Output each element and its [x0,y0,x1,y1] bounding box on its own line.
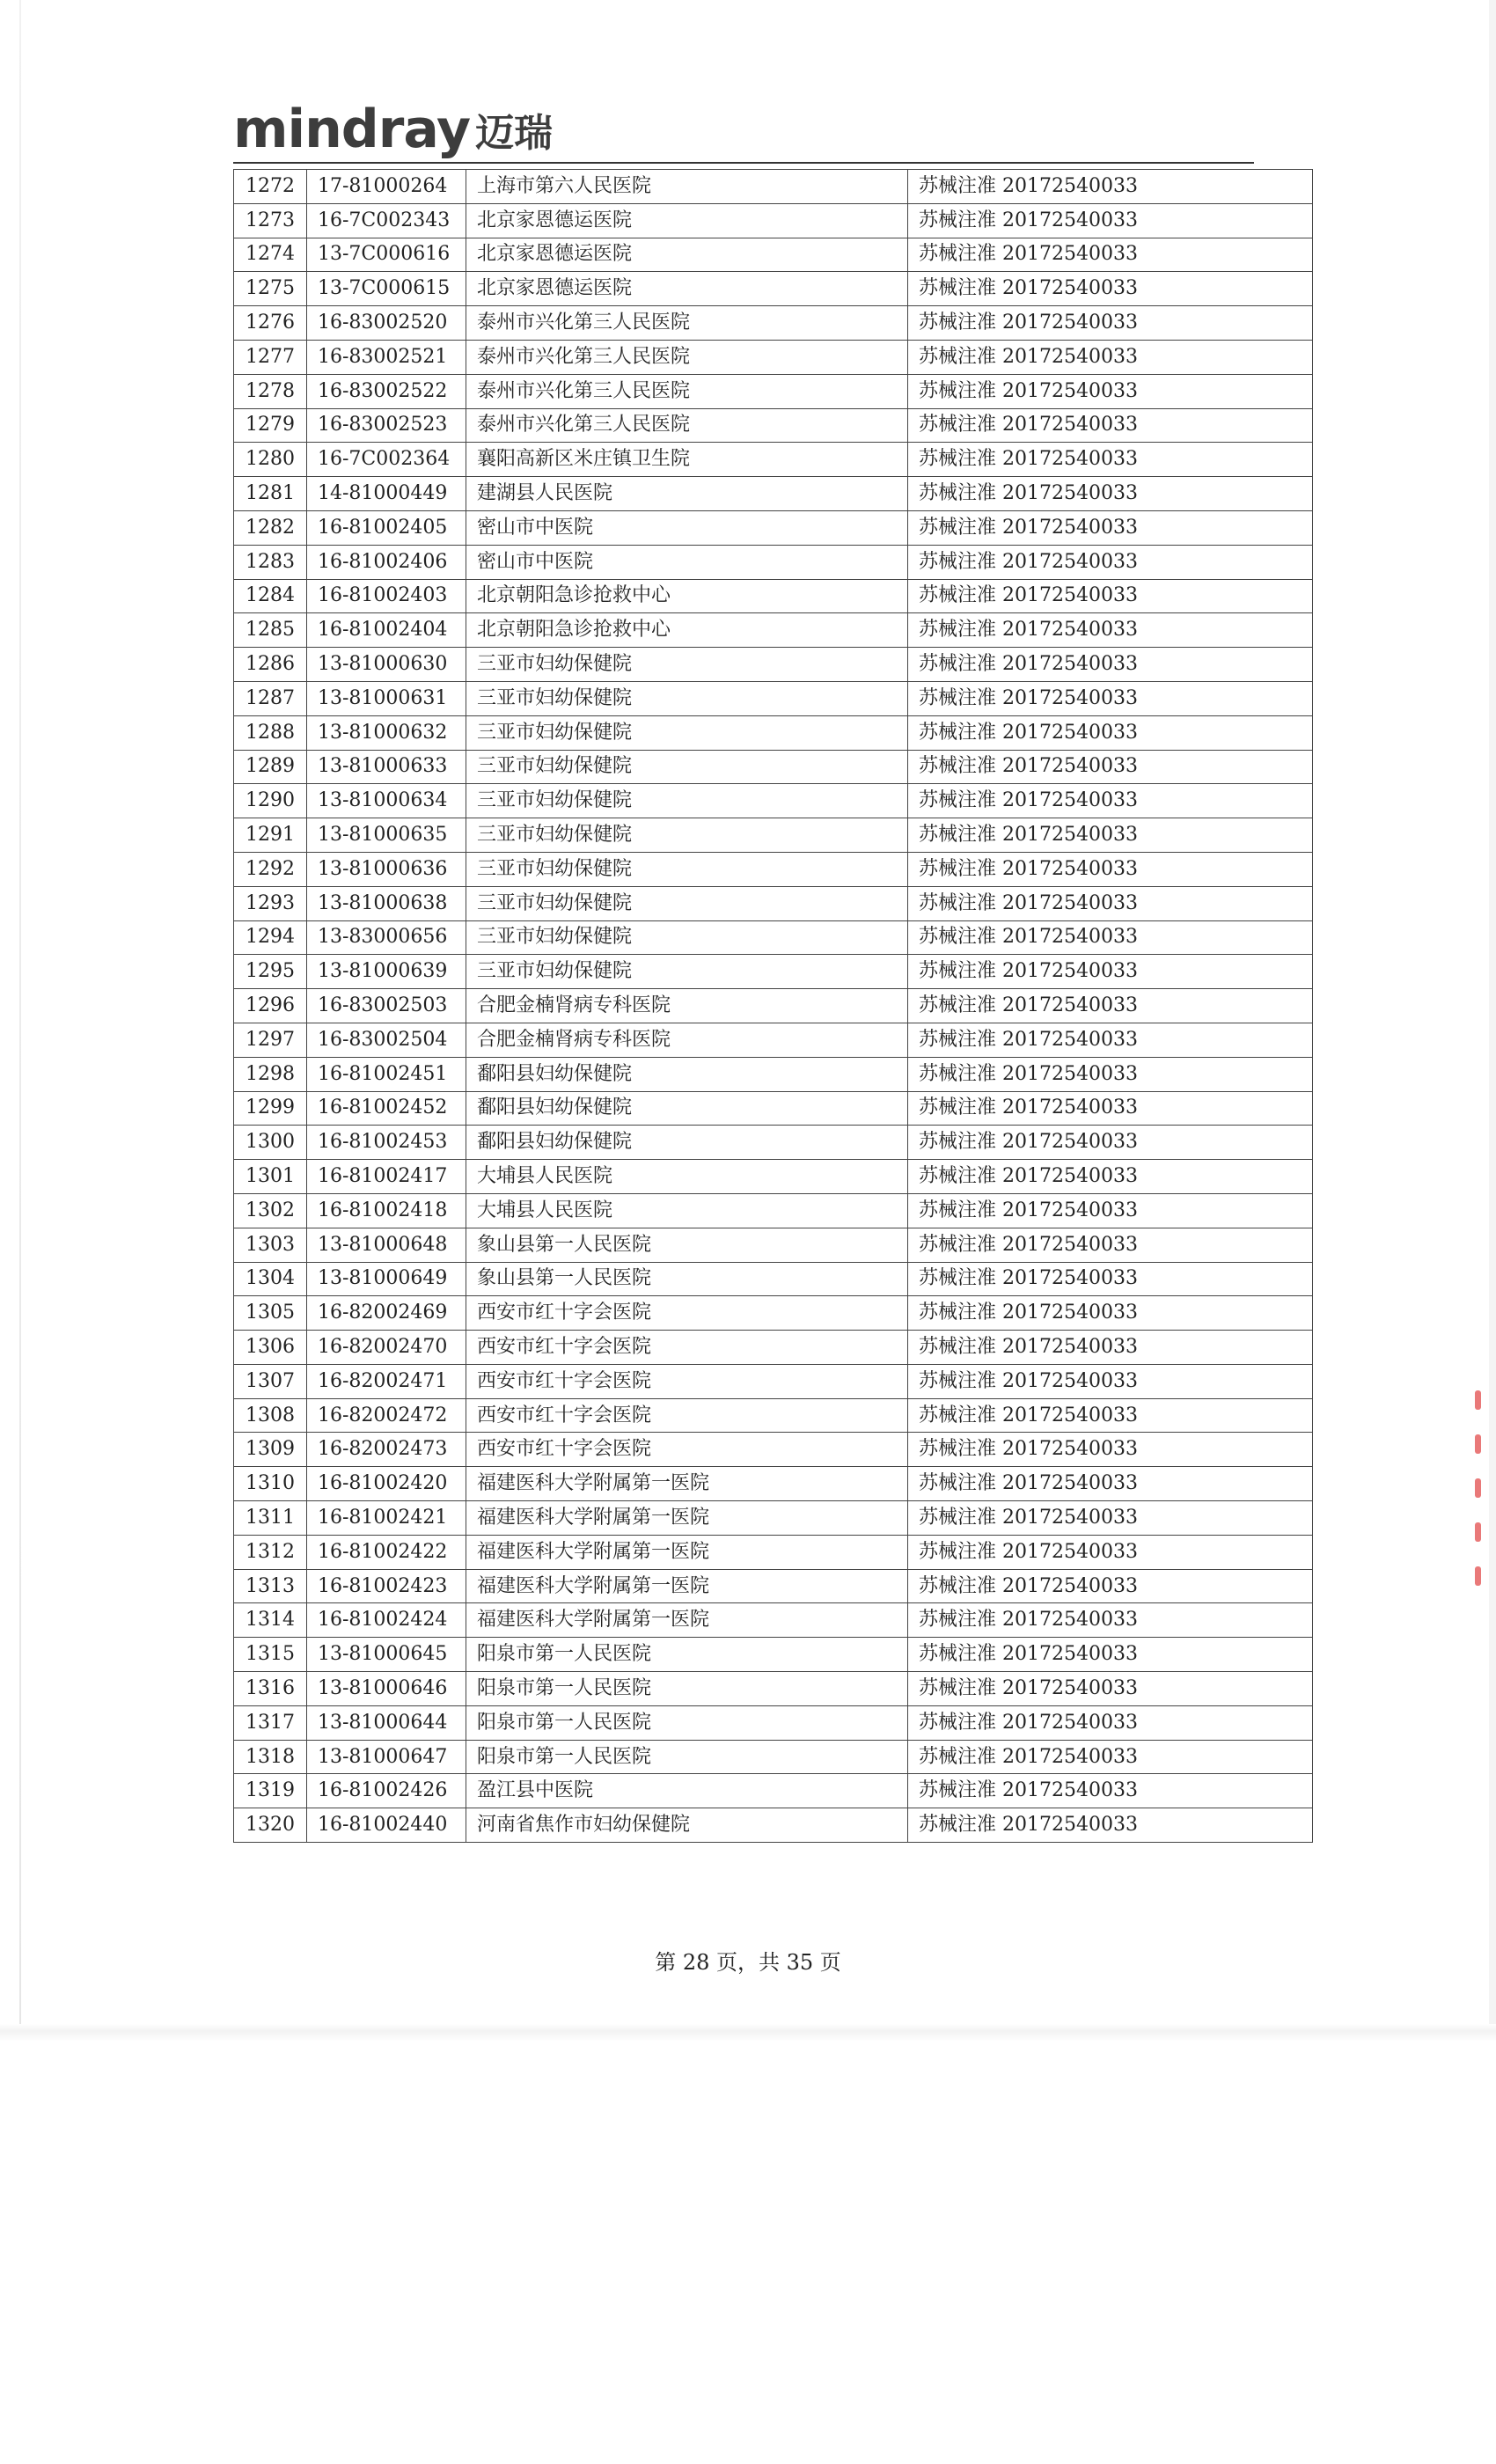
serial-number-cell: 16-82002470 [307,1331,466,1365]
row-number-cell: 1287 [234,681,307,715]
serial-number-cell: 16-81002426 [307,1774,466,1808]
logo-chinese-name: 迈瑞 [475,111,554,156]
registration-number-cell: 苏械注准 20172540033 [908,920,1313,955]
row-number-cell: 1320 [234,1808,307,1843]
row-number-cell: 1290 [234,784,307,818]
table-row [234,1160,1313,1194]
registration-number-cell: 苏械注准 20172540033 [908,1023,1313,1057]
serial-number-cell: 16-81002404 [307,613,466,648]
scan-bottom-edge [0,2024,1496,2042]
serial-number-cell: 16-83002521 [307,340,466,374]
table-row [234,1638,1313,1672]
hospital-name-cell: 北京朝阳急诊抢救中心 [466,613,908,648]
serial-number-cell: 13-81000634 [307,784,466,818]
hospital-name-cell: 西安市红十字会医院 [466,1331,908,1365]
registration-number-cell: 苏械注准 20172540033 [908,681,1313,715]
serial-number-cell: 13-81000636 [307,852,466,886]
serial-number-cell: 13-81000645 [307,1638,466,1672]
row-number-cell: 1315 [234,1638,307,1672]
hospital-name-cell: 密山市中医院 [466,545,908,579]
hospital-name-cell: 合肥金楠肾病专科医院 [466,1023,908,1057]
row-number-cell: 1283 [234,545,307,579]
table-row [234,1467,1313,1501]
table-row [234,613,1313,648]
serial-number-cell: 16-81002452 [307,1091,466,1126]
hospital-name-cell: 河南省焦作市妇幼保健院 [466,1808,908,1843]
hospital-name-cell: 鄱阳县妇幼保健院 [466,1126,908,1160]
row-number-cell: 1310 [234,1467,307,1501]
row-number-cell: 1309 [234,1433,307,1467]
row-number-cell: 1285 [234,613,307,648]
table-row [234,955,1313,989]
row-number-cell: 1275 [234,272,307,306]
table-row [234,1433,1313,1467]
hospital-name-cell: 三亚市妇幼保健院 [466,955,908,989]
hospital-name-cell: 福建医科大学附属第一医院 [466,1569,908,1603]
table-row [234,818,1313,853]
serial-number-cell: 13-81000635 [307,818,466,853]
serial-number-cell: 16-82002469 [307,1296,466,1331]
table-row [234,374,1313,408]
serial-number-cell: 16-81002420 [307,1467,466,1501]
hospital-name-cell: 密山市中医院 [466,510,908,545]
table-row [234,238,1313,272]
registration-number-cell: 苏械注准 20172540033 [908,1672,1313,1706]
table-row [234,1364,1313,1398]
serial-number-cell: 13-81000638 [307,886,466,920]
row-number-cell: 1291 [234,818,307,853]
hospital-name-cell: 盈江县中医院 [466,1774,908,1808]
row-number-cell: 1272 [234,170,307,204]
registration-number-cell: 苏械注准 20172540033 [908,443,1313,477]
row-number-cell: 1306 [234,1331,307,1365]
registration-number-cell: 苏械注准 20172540033 [908,1535,1313,1569]
serial-number-cell: 13-7C000616 [307,238,466,272]
registration-number-cell: 苏械注准 20172540033 [908,477,1313,511]
serial-number-cell: 17-81000264 [307,170,466,204]
hospital-name-cell: 大埔县人民医院 [466,1193,908,1228]
row-number-cell: 1288 [234,715,307,750]
registration-number-cell: 苏械注准 20172540033 [908,1228,1313,1262]
row-number-cell: 1312 [234,1535,307,1569]
registration-number-cell: 苏械注准 20172540033 [908,1126,1313,1160]
table-row [234,1057,1313,1091]
hospital-name-cell: 三亚市妇幼保健院 [466,818,908,853]
row-number-cell: 1277 [234,340,307,374]
table-row [234,1228,1313,1262]
registration-number-cell: 苏械注准 20172540033 [908,238,1313,272]
row-number-cell: 1273 [234,203,307,238]
row-number-cell: 1289 [234,750,307,784]
registration-number-cell: 苏械注准 20172540033 [908,545,1313,579]
registration-number-cell: 苏械注准 20172540033 [908,340,1313,374]
registration-number-cell: 苏械注准 20172540033 [908,955,1313,989]
serial-number-cell: 16-81002417 [307,1160,466,1194]
table-row [234,1603,1313,1638]
serial-number-cell: 16-81002440 [307,1808,466,1843]
registration-number-cell: 苏械注准 20172540033 [908,1057,1313,1091]
hospital-name-cell: 福建医科大学附属第一医院 [466,1501,908,1536]
registration-number-cell: 苏械注准 20172540033 [908,715,1313,750]
red-stamp-edge [1475,1390,1484,1646]
row-number-cell: 1316 [234,1672,307,1706]
row-number-cell: 1294 [234,920,307,955]
serial-number-cell: 14-81000449 [307,477,466,511]
serial-number-cell: 13-81000646 [307,1672,466,1706]
registration-number-cell: 苏械注准 20172540033 [908,1808,1313,1843]
hospital-name-cell: 三亚市妇幼保健院 [466,784,908,818]
hospital-name-cell: 襄阳高新区米庄镇卫生院 [466,443,908,477]
table-row [234,784,1313,818]
serial-number-cell: 16-81002423 [307,1569,466,1603]
registration-number-cell: 苏械注准 20172540033 [908,989,1313,1023]
hospital-name-cell: 建湖县人民医院 [466,477,908,511]
table-row [234,340,1313,374]
row-number-cell: 1292 [234,852,307,886]
serial-number-cell: 13-81000633 [307,750,466,784]
registration-number-cell: 苏械注准 20172540033 [908,203,1313,238]
table-row [234,989,1313,1023]
registration-number-cell: 苏械注准 20172540033 [908,1193,1313,1228]
serial-number-cell: 16-81002424 [307,1603,466,1638]
registration-number-cell: 苏械注准 20172540033 [908,1364,1313,1398]
hospital-name-cell: 福建医科大学附属第一医院 [466,1535,908,1569]
table-row [234,1193,1313,1228]
registration-table [233,169,1313,1843]
table-row [234,750,1313,784]
serial-number-cell: 16-81002421 [307,1501,466,1536]
table-row [234,203,1313,238]
table-row [234,852,1313,886]
row-number-cell: 1279 [234,408,307,443]
scan-edge [1489,0,1496,2042]
serial-number-cell: 16-81002405 [307,510,466,545]
row-number-cell: 1286 [234,648,307,682]
header-rule [233,162,1254,164]
table-row [234,272,1313,306]
mindray-logo [233,99,553,160]
hospital-name-cell: 三亚市妇幼保健院 [466,852,908,886]
serial-number-cell: 13-7C000615 [307,272,466,306]
hospital-name-cell: 象山县第一人民医院 [466,1262,908,1296]
serial-number-cell: 13-81000649 [307,1262,466,1296]
hospital-name-cell: 鄱阳县妇幼保健院 [466,1091,908,1126]
table-row [234,1808,1313,1843]
hospital-name-cell: 泰州市兴化第三人民医院 [466,340,908,374]
table-row [234,1705,1313,1740]
registration-number-cell: 苏械注准 20172540033 [908,306,1313,341]
hospital-name-cell: 北京家恩德运医院 [466,272,908,306]
table-row [234,1569,1313,1603]
serial-number-cell: 13-83000656 [307,920,466,955]
row-number-cell: 1314 [234,1603,307,1638]
hospital-name-cell: 阳泉市第一人民医院 [466,1672,908,1706]
registration-number-cell: 苏械注准 20172540033 [908,1740,1313,1774]
registration-number-cell: 苏械注准 20172540033 [908,1638,1313,1672]
hospital-name-cell: 泰州市兴化第三人民医院 [466,408,908,443]
row-number-cell: 1300 [234,1126,307,1160]
registration-number-cell: 苏械注准 20172540033 [908,1160,1313,1194]
row-number-cell: 1307 [234,1364,307,1398]
registration-number-cell: 苏械注准 20172540033 [908,648,1313,682]
row-number-cell: 1317 [234,1705,307,1740]
table-row [234,1331,1313,1365]
registration-number-cell: 苏械注准 20172540033 [908,1774,1313,1808]
registration-number-cell: 苏械注准 20172540033 [908,170,1313,204]
table-row [234,920,1313,955]
hospital-name-cell: 泰州市兴化第三人民医院 [466,306,908,341]
hospital-name-cell: 鄱阳县妇幼保健院 [466,1057,908,1091]
serial-number-cell: 16-83002522 [307,374,466,408]
registration-number-cell: 苏械注准 20172540033 [908,886,1313,920]
hospital-name-cell: 西安市红十字会医院 [466,1433,908,1467]
row-number-cell: 1276 [234,306,307,341]
table-row [234,681,1313,715]
registration-number-cell: 苏械注准 20172540033 [908,1603,1313,1638]
serial-number-cell: 13-81000648 [307,1228,466,1262]
registration-number-cell: 苏械注准 20172540033 [908,1398,1313,1433]
serial-number-cell: 16-83002503 [307,989,466,1023]
registration-number-cell: 苏械注准 20172540033 [908,510,1313,545]
hospital-name-cell: 阳泉市第一人民医院 [466,1740,908,1774]
serial-number-cell: 13-81000639 [307,955,466,989]
serial-number-cell: 16-7C002343 [307,203,466,238]
registration-number-cell: 苏械注准 20172540033 [908,1433,1313,1467]
hospital-name-cell: 北京朝阳急诊抢救中心 [466,579,908,613]
table-row [234,715,1313,750]
row-number-cell: 1282 [234,510,307,545]
hospital-name-cell: 三亚市妇幼保健院 [466,750,908,784]
hospital-name-cell: 上海市第六人民医院 [466,170,908,204]
hospital-name-cell: 合肥金楠肾病专科医院 [466,989,908,1023]
serial-number-cell: 16-81002422 [307,1535,466,1569]
serial-number-cell: 16-83002523 [307,408,466,443]
serial-number-cell: 13-81000630 [307,648,466,682]
hospital-name-cell: 福建医科大学附属第一医院 [466,1603,908,1638]
table-row [234,648,1313,682]
hospital-name-cell: 三亚市妇幼保健院 [466,920,908,955]
table-row [234,1672,1313,1706]
table-row [234,306,1313,341]
registration-number-cell: 苏械注准 20172540033 [908,1331,1313,1365]
row-number-cell: 1281 [234,477,307,511]
serial-number-cell: 16-81002451 [307,1057,466,1091]
registration-number-cell: 苏械注准 20172540033 [908,852,1313,886]
hospital-name-cell: 象山县第一人民医院 [466,1228,908,1262]
serial-number-cell: 13-81000632 [307,715,466,750]
registration-number-cell: 苏械注准 20172540033 [908,272,1313,306]
row-number-cell: 1293 [234,886,307,920]
row-number-cell: 1313 [234,1569,307,1603]
hospital-name-cell: 阳泉市第一人民医院 [466,1705,908,1740]
serial-number-cell: 16-81002418 [307,1193,466,1228]
serial-number-cell: 16-7C002364 [307,443,466,477]
hospital-name-cell: 北京家恩德运医院 [466,203,908,238]
row-number-cell: 1304 [234,1262,307,1296]
table-row [234,170,1313,204]
hospital-name-cell: 三亚市妇幼保健院 [466,715,908,750]
registration-number-cell: 苏械注准 20172540033 [908,1501,1313,1536]
hospital-name-cell: 西安市红十字会医院 [466,1398,908,1433]
registration-number-cell: 苏械注准 20172540033 [908,750,1313,784]
hospital-name-cell: 泰州市兴化第三人民医院 [466,374,908,408]
row-number-cell: 1298 [234,1057,307,1091]
row-number-cell: 1295 [234,955,307,989]
table-row [234,579,1313,613]
row-number-cell: 1302 [234,1193,307,1228]
row-number-cell: 1297 [234,1023,307,1057]
table-row [234,1262,1313,1296]
table-row [234,443,1313,477]
hospital-name-cell: 福建医科大学附属第一医院 [466,1467,908,1501]
registration-number-cell: 苏械注准 20172540033 [908,1705,1313,1740]
row-number-cell: 1303 [234,1228,307,1262]
registration-number-cell: 苏械注准 20172540033 [908,1569,1313,1603]
table-row [234,1501,1313,1536]
row-number-cell: 1274 [234,238,307,272]
scan-edge [19,0,21,2042]
table-row [234,408,1313,443]
row-number-cell: 1278 [234,374,307,408]
registration-number-cell: 苏械注准 20172540033 [908,1091,1313,1126]
hospital-name-cell: 三亚市妇幼保健院 [466,886,908,920]
registration-number-cell: 苏械注准 20172540033 [908,374,1313,408]
row-number-cell: 1318 [234,1740,307,1774]
registration-number-cell: 苏械注准 20172540033 [908,784,1313,818]
hospital-name-cell: 北京家恩德运医院 [466,238,908,272]
serial-number-cell: 13-81000644 [307,1705,466,1740]
serial-number-cell: 16-81002403 [307,579,466,613]
registration-number-cell: 苏械注准 20172540033 [908,613,1313,648]
serial-number-cell: 16-81002453 [307,1126,466,1160]
row-number-cell: 1301 [234,1160,307,1194]
table-row [234,545,1313,579]
registration-number-cell: 苏械注准 20172540033 [908,818,1313,853]
hospital-name-cell: 阳泉市第一人民医院 [466,1638,908,1672]
registration-number-cell: 苏械注准 20172540033 [908,1262,1313,1296]
table-row [234,510,1313,545]
row-number-cell: 1305 [234,1296,307,1331]
row-number-cell: 1280 [234,443,307,477]
hospital-name-cell: 西安市红十字会医院 [466,1296,908,1331]
row-number-cell: 1311 [234,1501,307,1536]
serial-number-cell: 13-81000647 [307,1740,466,1774]
serial-number-cell: 16-82002471 [307,1364,466,1398]
serial-number-cell: 16-82002473 [307,1433,466,1467]
row-number-cell: 1299 [234,1091,307,1126]
table-row [234,1535,1313,1569]
hospital-name-cell: 西安市红十字会医院 [466,1364,908,1398]
registration-table-body [234,170,1313,1843]
table-row [234,1740,1313,1774]
serial-number-cell: 13-81000631 [307,681,466,715]
table-row [234,1126,1313,1160]
table-row [234,477,1313,511]
registration-number-cell: 苏械注准 20172540033 [908,579,1313,613]
serial-number-cell: 16-82002472 [307,1398,466,1433]
hospital-name-cell: 三亚市妇幼保健院 [466,681,908,715]
logo-wordmark: mindray [233,99,471,160]
serial-number-cell: 16-83002504 [307,1023,466,1057]
row-number-cell: 1308 [234,1398,307,1433]
page-number: 第 28 页，共 35 页 [655,1950,841,1975]
table-row [234,1023,1313,1057]
table-row [234,886,1313,920]
row-number-cell: 1284 [234,579,307,613]
serial-number-cell: 16-81002406 [307,545,466,579]
hospital-name-cell: 三亚市妇幼保健院 [466,648,908,682]
table-row [234,1774,1313,1808]
registration-number-cell: 苏械注准 20172540033 [908,408,1313,443]
registration-number-cell: 苏械注准 20172540033 [908,1296,1313,1331]
row-number-cell: 1319 [234,1774,307,1808]
row-number-cell: 1296 [234,989,307,1023]
registration-number-cell: 苏械注准 20172540033 [908,1467,1313,1501]
table-row [234,1091,1313,1126]
table-row [234,1398,1313,1433]
serial-number-cell: 16-83002520 [307,306,466,341]
hospital-name-cell: 大埔县人民医院 [466,1160,908,1194]
table-row [234,1296,1313,1331]
